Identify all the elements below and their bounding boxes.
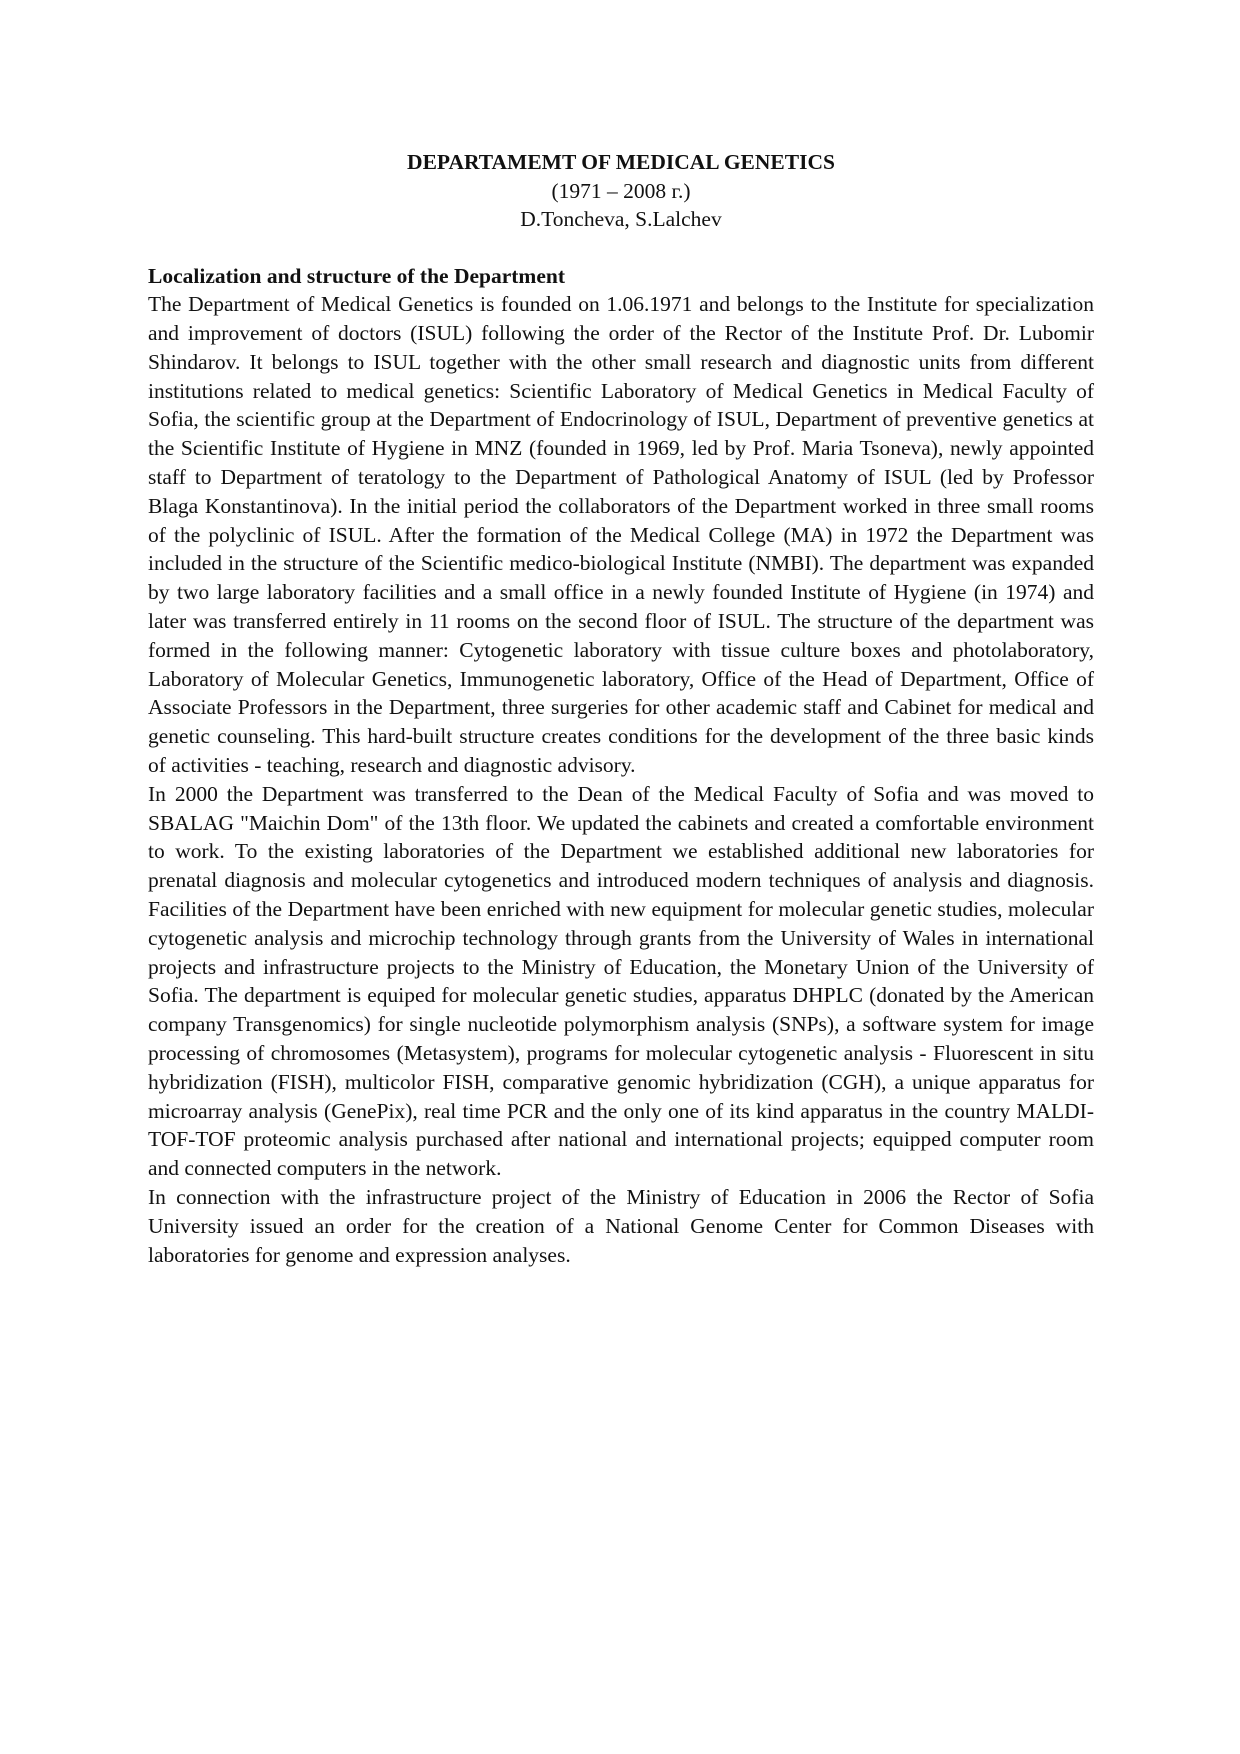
section-heading: Localization and structure of the Department — [148, 263, 566, 288]
document-page — [148, 148, 1094, 1269]
paragraph-1: The Department of Medical Genetics is founded on 1.06.1971 and belongs to the Institute for specialization and improvement of doctors (ISUL) following the order of the Rector of the Institute Prof. Dr. Lubomir Shindarov. It belongs to ISUL together with the other small research and diagnostic units from different institutions related to medical genetics: Scientific Laboratory of Medical Genetics in Medical Faculty of Sofia, the scientific group at the Department of Endocrinology of ISUL, Department of preventive genetics at the Scientific Institute of Hygiene in MNZ (founded in 1969, led by Prof. Maria Tsoneva), newly appointed staff to Department of teratology to the Department of Pathological Anatomy of ISUL (led by Professor Blaga Konstantinova). In the initial period the collaborators of the Department worked in three small rooms of the polyclinic of ISUL. After the formation of the Medical College (MA) in 1972 the Department was included in the structure of the Scientific medico-biological Institute (NMBI). The department was expanded by two large laboratory facilities and a small office in a newly founded Institute of Hygiene (in 1974) and later was transferred entirely in 11 rooms on the second floor of ISUL. The structure of the department was formed in the following manner: Cytogenetic laboratory with tissue culture boxes and photolaboratory, Laboratory of Molecular Genetics, Immunogenetic laboratory, Office of the Head of Department, Office of Associate Professors in the Department, three surgeries for other academic staff and Cabinet for medical and genetic counseling. This hard-built structure creates conditions for the development of the three basic kinds of activities - teaching, research and diagnostic advisory. — [148, 292, 1094, 778]
document-header — [148, 148, 1094, 234]
paragraph-3: In connection with the infrastructure project of the Ministry of Education in 2006 the Rector of Sofia University issued an order for the creation of a National Genome Center for Common Diseases with laboratories for genome and expression analyses. — [148, 1185, 1094, 1267]
document-authors: D.Toncheva, S.Lalchev — [520, 207, 722, 231]
document-title: DEPARTAMEMT OF MEDICAL GENETICS — [407, 150, 835, 174]
section-body — [148, 290, 1094, 1269]
document-years: (1971 – 2008 г.) — [551, 178, 691, 203]
paragraph-2: In 2000 the Department was transferred to the Dean of the Medical Faculty of Sofia and was moved to SBALAG "Maichin Dom" of the 13th floor. We updated the cabinets and created a comfortable environment to work. To the existing laboratories of the Department we established additional new laboratories for prenatal diagnosis and molecular cytogenetics and introduced modern techniques of analysis and diagnosis. Facilities of the Department have been enriched with new equipment for molecular genetic studies, molecular cytogenetic analysis and microchip technology through grants from the University of Wales in international projects and infrastructure projects to the Ministry of Education, the Monetary Union of the University of Sofia. The department is equiped for molecular genetic studies, apparatus DHPLC (donated by the American company Transgenomics) for single nucleotide polymorphism analysis (SNPs), a software system for image processing of chromosomes (Metasystem), programs for molecular cytogenetic analysis - Fluorescent in situ hybridization (FISH), multicolor FISH, comparative genomic hybridization (CGH), a unique apparatus for microarray analysis (GenePix), real time PCR and the only one of its kind apparatus in the country MALDI-TOF-TOF proteomic analysis purchased after national and international projects; equipped computer room and connected computers in the network. — [148, 781, 1094, 1181]
